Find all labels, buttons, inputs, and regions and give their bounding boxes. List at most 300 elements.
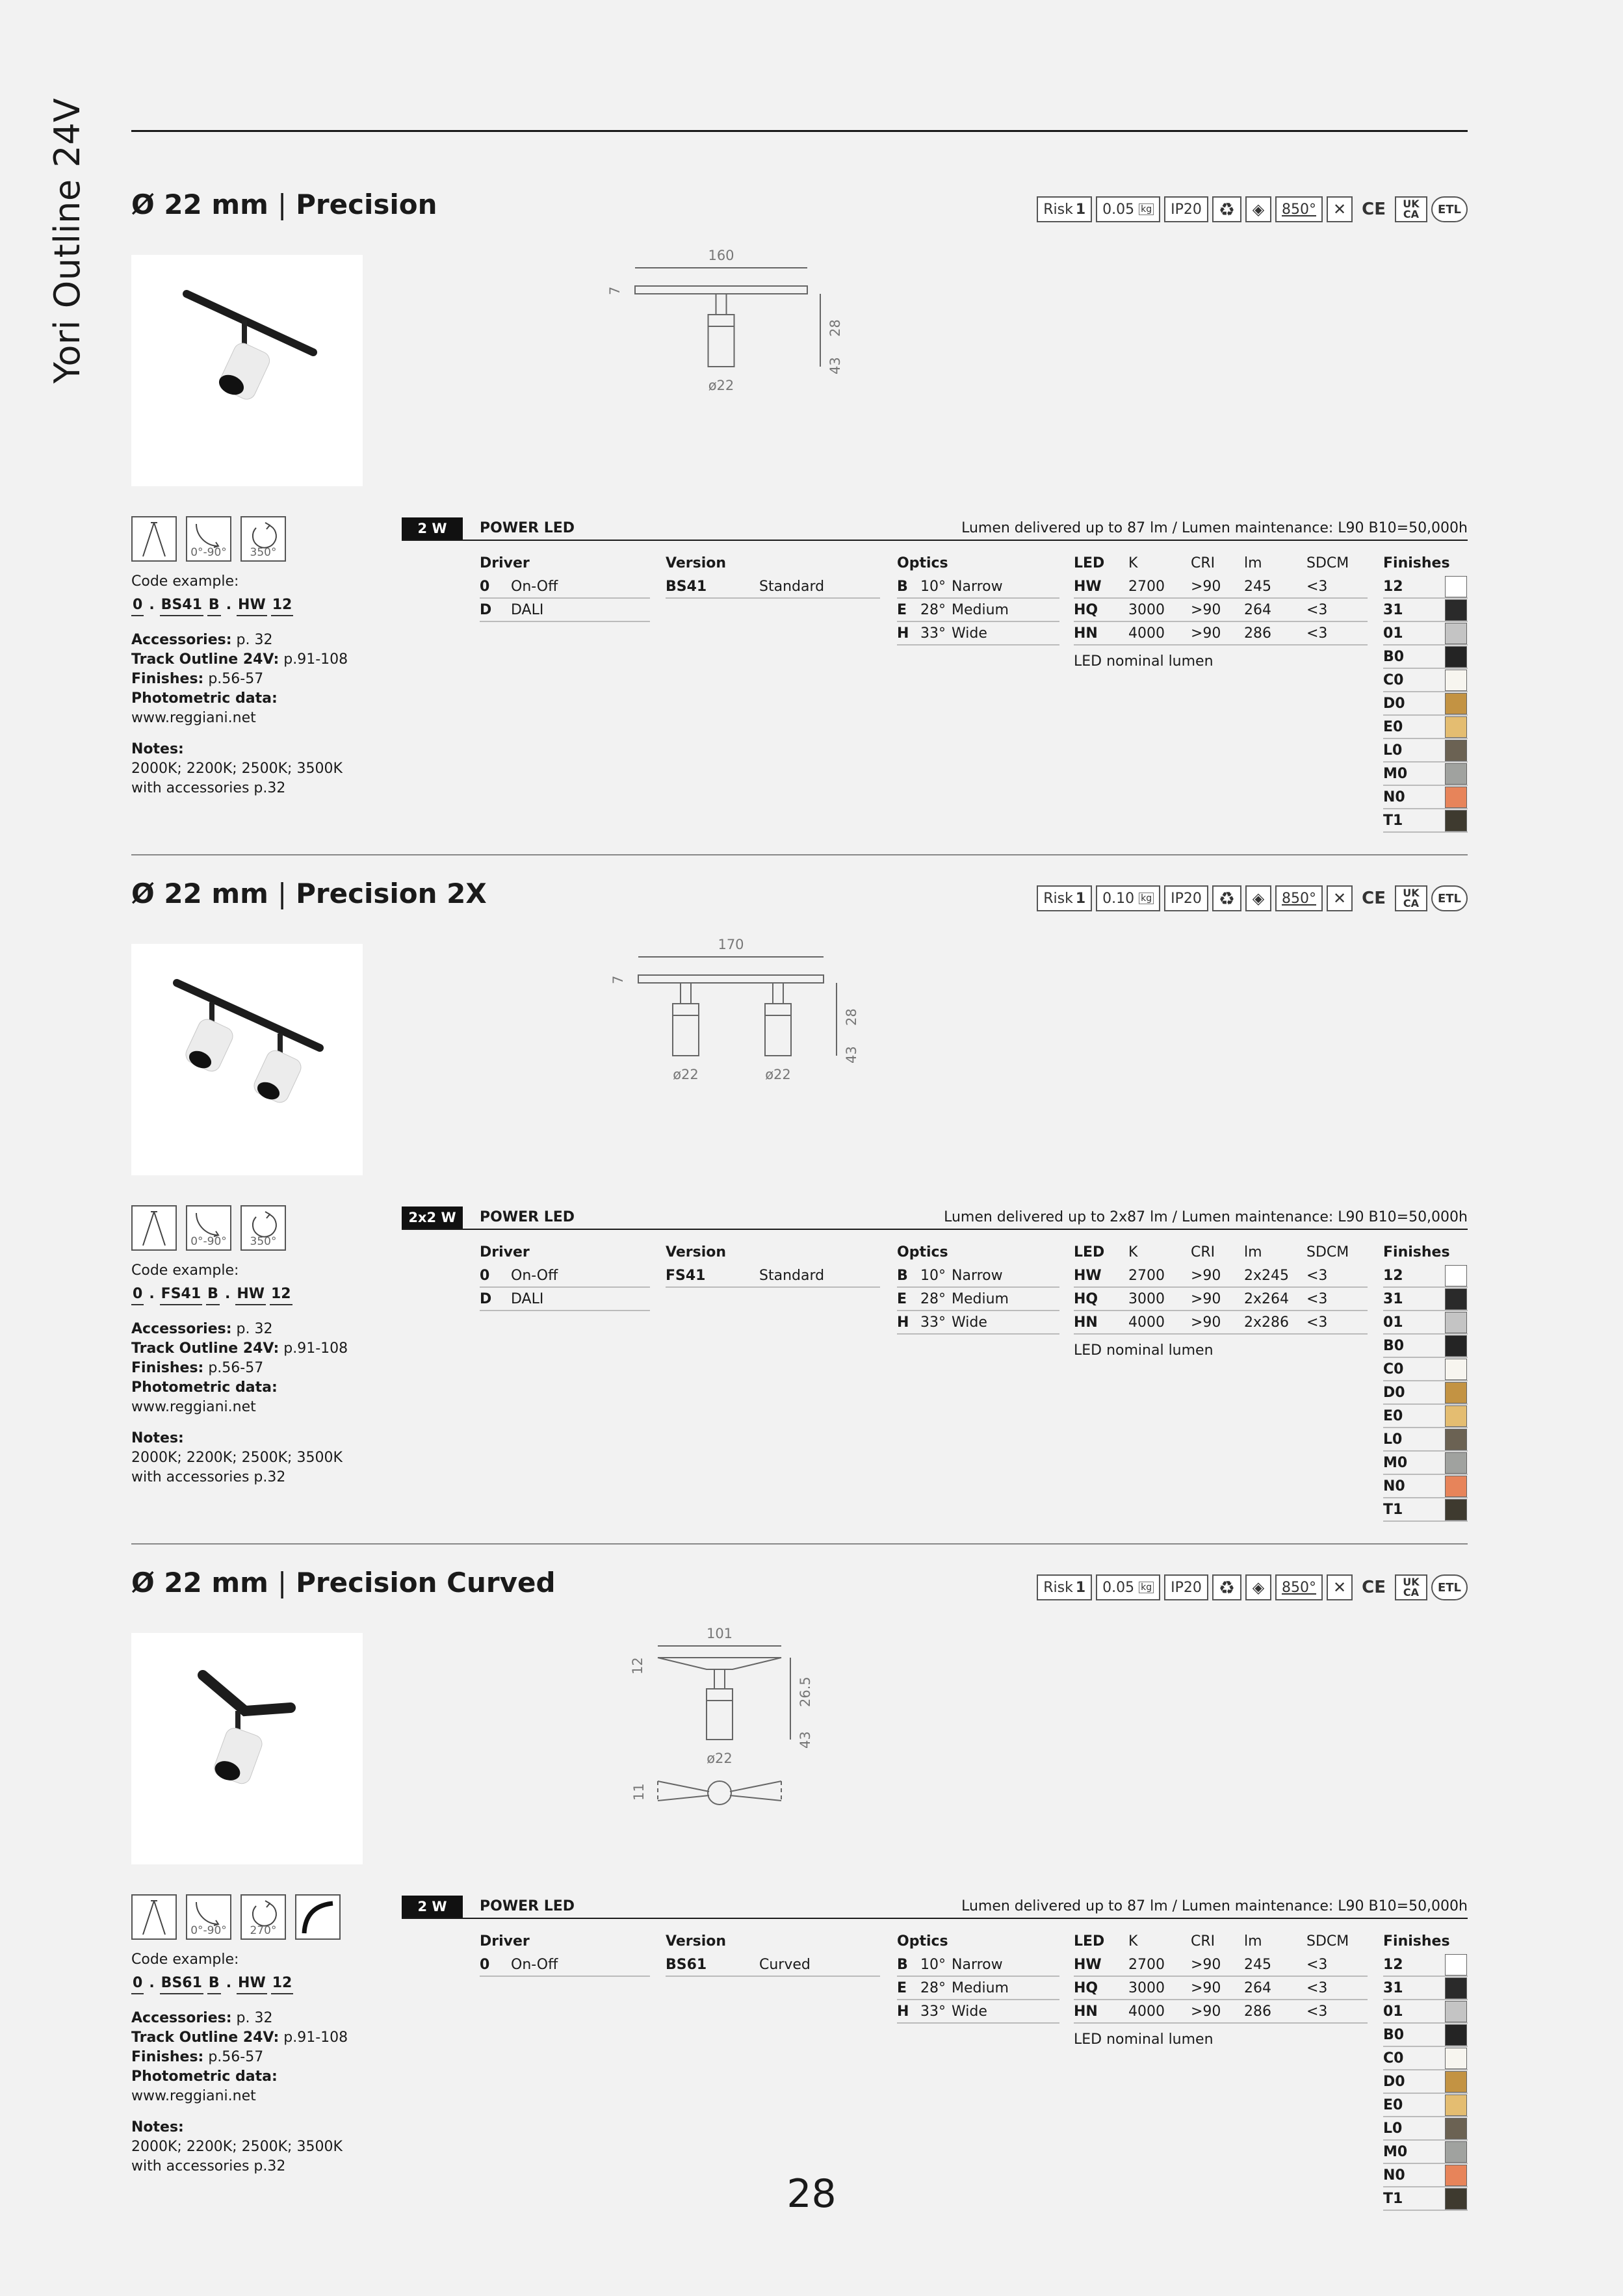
finish-row	[1383, 1428, 1468, 1452]
led-k: 2700	[1128, 1267, 1165, 1284]
h1-label: 26.5	[798, 1676, 813, 1707]
photometric-link[interactable]: www.reggiani.net	[131, 710, 256, 726]
led-lm: 2x264	[1244, 1290, 1290, 1307]
product-photo	[131, 944, 363, 1175]
led-sdcm: <3	[1306, 1956, 1328, 1973]
led-k: 3000	[1128, 1979, 1165, 1996]
driver-row	[480, 1264, 650, 1288]
ce-mark: CE	[1362, 1578, 1386, 1597]
finish-code: T1	[1383, 812, 1403, 829]
certification-badges	[1037, 1574, 1468, 1600]
plan-dashed	[658, 1781, 781, 1801]
section-divider	[131, 1543, 1468, 1545]
diameter-label: ø22	[707, 1751, 733, 1766]
code-part: B	[206, 1285, 220, 1305]
optics-row	[897, 1264, 1059, 1288]
notes-label: Notes:	[131, 1430, 184, 1446]
code-part: .	[149, 1286, 155, 1302]
finish-swatch	[1445, 576, 1467, 597]
finish-code: 01	[1383, 1314, 1403, 1331]
title-size: Ø 22 mm	[131, 189, 268, 220]
finish-swatch	[1445, 1288, 1467, 1310]
finish-swatch	[1445, 646, 1467, 668]
finish-code: 12	[1383, 578, 1403, 595]
finish-code: D0	[1383, 695, 1405, 712]
feature-icons	[131, 1205, 286, 1251]
led-code: HQ	[1074, 1290, 1098, 1307]
top-rule	[131, 130, 1468, 132]
tilt-icon: 0°-90°	[186, 1205, 231, 1251]
photometric-link[interactable]: www.reggiani.net	[131, 2088, 256, 2104]
optics-code: B	[897, 578, 908, 595]
notes-line-2: with accessories p.32	[131, 1469, 286, 1485]
led-sdcm: <3	[1306, 1267, 1328, 1284]
accessories-line: Accessories: p. 32	[131, 2010, 273, 2026]
product-section	[131, 1547, 1468, 2207]
rotation-icon: 350°	[240, 516, 286, 562]
optics-name: Wide	[952, 2003, 987, 2020]
notes-line-2: with accessories p.32	[131, 2158, 286, 2174]
product-title: Ø 22 mm | Precision Curved	[131, 1567, 556, 1598]
finish-row	[1383, 1475, 1468, 1498]
notes-line-2: with accessories p.32	[131, 780, 286, 796]
code-example	[131, 1974, 378, 1994]
body-outline	[707, 1689, 733, 1740]
led-sdcm: <3	[1306, 601, 1328, 618]
driver-icon: ◈	[1245, 196, 1271, 222]
led-lm: 245	[1244, 1956, 1271, 1973]
recycle-icon: ♻	[1212, 1574, 1241, 1600]
product-info	[131, 1950, 378, 2176]
length-label: 160	[708, 248, 734, 263]
curved-track-icon	[295, 1894, 341, 1940]
led-row	[1074, 622, 1368, 646]
optics-code: H	[897, 1314, 909, 1331]
led-row	[1074, 1288, 1368, 1311]
led-cri: >90	[1191, 1979, 1221, 1996]
finish-code: B0	[1383, 1337, 1405, 1354]
finish-swatch	[1445, 2024, 1467, 2046]
no-disposal-icon: ✕	[1327, 196, 1353, 222]
led-code: HN	[1074, 2003, 1098, 2020]
led-sdcm: <3	[1306, 1314, 1328, 1331]
title-size: Ø 22 mm	[131, 1567, 268, 1598]
power-led-label: POWER LED	[480, 1209, 575, 1225]
finish-swatch	[1445, 787, 1467, 808]
finish-swatch	[1445, 1335, 1467, 1357]
optics-angle: 28°	[920, 601, 946, 618]
finish-code: E0	[1383, 2096, 1403, 2113]
etl-mark: ETL	[1431, 196, 1468, 222]
led-k: 4000	[1128, 1314, 1165, 1331]
length-label: 170	[718, 937, 744, 952]
ukca-mark: UK CA	[1395, 885, 1427, 911]
led-code: HW	[1074, 578, 1102, 595]
optics-column: Optics B 10° Narrow E 28° Medium H 33° Wide	[897, 1244, 1059, 1335]
finish-swatch	[1445, 1429, 1467, 1450]
ukca-mark: UK CA	[1395, 196, 1427, 222]
track-line: Track Outline 24V: p.91-108	[131, 2029, 348, 2046]
optics-column: Optics B 10° Narrow E 28° Medium H 33° Wide	[897, 555, 1059, 646]
led-lm: 264	[1244, 601, 1271, 618]
finish-row	[1383, 1381, 1468, 1405]
version-row: FS41 Standard	[666, 1264, 880, 1288]
led-row	[1074, 575, 1368, 599]
recycle-icon: ♻	[1212, 885, 1241, 911]
product-section	[131, 169, 1468, 829]
code-part: BS61	[160, 1974, 203, 1994]
curved-connector	[658, 1658, 781, 1669]
weight-badge: 0.05 kg	[1096, 1574, 1160, 1600]
notes-line-1: 2000K; 2200K; 2500K; 3500K	[131, 761, 343, 777]
title-name: Precision 2X	[296, 878, 487, 909]
finish-row	[1383, 1311, 1468, 1335]
finish-code: L0	[1383, 1431, 1403, 1448]
ukca-mark: UK CA	[1395, 1574, 1427, 1600]
led-lm: 2x245	[1244, 1267, 1290, 1284]
finish-swatch	[1445, 810, 1467, 831]
accessories-line: Accessories: p. 32	[131, 1321, 273, 1337]
optics-angle: 33°	[920, 625, 946, 642]
led-k: 3000	[1128, 601, 1165, 618]
driver-code: 0	[480, 578, 490, 595]
finish-swatch	[1445, 1359, 1467, 1380]
optics-angle: 33°	[920, 1314, 946, 1331]
finish-row	[1383, 1405, 1468, 1428]
photometric-line: Photometric data:	[131, 2068, 278, 2085]
finish-row	[1383, 575, 1468, 599]
led-cri: >90	[1191, 2003, 1221, 2020]
finish-code: 31	[1383, 1290, 1403, 1307]
finish-code: 31	[1383, 1979, 1403, 1996]
finish-swatch	[1445, 2001, 1467, 2022]
led-cri: >90	[1191, 601, 1221, 618]
beam-icon	[131, 1894, 177, 1940]
page-number: 28	[786, 2171, 837, 2217]
finish-code: D0	[1383, 2073, 1405, 2090]
finish-code: M0	[1383, 765, 1408, 782]
finish-row	[1383, 2047, 1468, 2070]
no-disposal-icon: ✕	[1327, 1574, 1353, 1600]
optics-row	[897, 622, 1059, 646]
track-height-label: 12	[630, 1657, 645, 1675]
code-part: 12	[271, 595, 294, 616]
optics-name: Wide	[952, 1314, 987, 1331]
track-rail	[187, 294, 313, 352]
product-section	[131, 858, 1468, 1518]
led-sdcm: <3	[1306, 625, 1328, 642]
product-title: Ø 22 mm | Precision	[131, 189, 437, 220]
risk-badge: Risk 1	[1037, 885, 1092, 911]
finish-swatch	[1445, 670, 1467, 691]
optics-name: Narrow	[952, 1267, 1003, 1284]
optics-row	[897, 1953, 1059, 1977]
driver-name: On-Off	[511, 1956, 558, 1973]
wattage-tag: 2 W	[402, 1896, 463, 1918]
finish-row	[1383, 1452, 1468, 1475]
optics-code: B	[897, 1267, 908, 1284]
finish-swatch	[1445, 2094, 1467, 2116]
code-part: .	[149, 1975, 155, 1991]
finish-swatch	[1445, 1405, 1467, 1427]
driver-code: D	[480, 601, 492, 618]
finish-code: B0	[1383, 648, 1405, 665]
body-outline	[708, 315, 734, 367]
version-column: Version FS41 Standard	[666, 1244, 880, 1288]
finish-row	[1383, 1335, 1468, 1358]
led-code: HN	[1074, 625, 1098, 642]
optics-name: Wide	[952, 625, 987, 642]
code-example-label: Code example:	[131, 1951, 239, 1968]
led-k: 2700	[1128, 1956, 1165, 1973]
optics-row	[897, 1288, 1059, 1311]
driver-name: DALI	[511, 601, 544, 618]
led-sdcm: <3	[1306, 2003, 1328, 2020]
spec-header	[402, 517, 1468, 541]
ce-mark: CE	[1362, 889, 1386, 908]
tilt-icon: 0°-90°	[186, 1894, 231, 1940]
led-sdcm: <3	[1306, 1290, 1328, 1307]
diameter-label: ø22	[708, 378, 734, 393]
spot-body	[217, 340, 273, 402]
track-line: Track Outline 24V: p.91-108	[131, 1340, 348, 1357]
optics-angle: 33°	[920, 2003, 946, 2020]
led-code: HW	[1074, 1956, 1102, 1973]
product-title: Ø 22 mm | Precision 2X	[131, 878, 487, 909]
code-part: .	[226, 1975, 232, 1991]
risk-badge: Risk 1	[1037, 196, 1092, 222]
photometric-line: Photometric data:	[131, 690, 278, 707]
finish-code: L0	[1383, 742, 1403, 759]
beam-icon	[131, 516, 177, 562]
finishes-line: Finishes: p.56-57	[131, 1360, 264, 1376]
section-divider	[131, 854, 1468, 855]
version-row: BS41 Standard	[666, 575, 880, 599]
led-cri: >90	[1191, 1290, 1221, 1307]
lumen-info: Lumen delivered up to 87 lm / Lumen maintenance: L90 B10=50,000h	[961, 520, 1468, 536]
finish-swatch	[1445, 2141, 1467, 2163]
notes-label: Notes:	[131, 741, 184, 757]
led-sdcm: <3	[1306, 578, 1328, 595]
code-example	[131, 595, 378, 616]
feature-icons	[131, 1894, 341, 1940]
glow-wire-badge: 850°	[1275, 1574, 1323, 1600]
title-name: Precision	[296, 189, 437, 220]
version-column: Version BS41 Standard	[666, 555, 880, 599]
spec-table	[402, 1896, 1468, 2207]
recycle-icon: ♻	[1212, 196, 1241, 222]
finish-code: 31	[1383, 601, 1403, 618]
ip-badge: IP20	[1164, 196, 1208, 222]
no-disposal-icon: ✕	[1327, 885, 1353, 911]
led-k: 4000	[1128, 2003, 1165, 2020]
side-title: Yori Outline 24V	[47, 98, 88, 384]
driver-column: Driver 0 On-Off	[480, 1933, 650, 1977]
led-nominal-note: LED nominal lumen	[1074, 2031, 1214, 2048]
finish-swatch	[1445, 1476, 1467, 1497]
led-lm: 286	[1244, 2003, 1271, 2020]
track-outline	[635, 286, 807, 294]
driver-row	[480, 575, 650, 599]
optics-code: E	[897, 601, 907, 618]
led-cri: >90	[1191, 625, 1221, 642]
finish-swatch	[1445, 693, 1467, 714]
finish-code: T1	[1383, 1501, 1403, 1518]
code-part: 0	[131, 1974, 144, 1994]
track-outline	[638, 975, 824, 983]
h1-label: 28	[844, 1008, 859, 1026]
stem-outline	[714, 1669, 725, 1689]
optics-row	[897, 1311, 1059, 1335]
diameter-label: ø22	[765, 1067, 791, 1082]
led-lm: 286	[1244, 625, 1271, 642]
optics-angle: 28°	[920, 1290, 946, 1307]
optics-row	[897, 2000, 1059, 2024]
optics-name: Narrow	[952, 578, 1003, 595]
optics-row	[897, 575, 1059, 599]
code-part: .	[224, 1286, 231, 1302]
finish-swatch	[1445, 1954, 1467, 1976]
finish-code: M0	[1383, 1454, 1408, 1471]
optics-code: E	[897, 1290, 907, 1307]
code-part: 12	[271, 1974, 294, 1994]
led-lm: 245	[1244, 578, 1271, 595]
led-code: HN	[1074, 1314, 1098, 1331]
accessories-line: Accessories: p. 32	[131, 632, 273, 648]
lumen-info: Lumen delivered up to 2x87 lm / Lumen maintenance: L90 B10=50,000h	[944, 1209, 1468, 1225]
track-height-label: 7	[607, 286, 623, 295]
driver-name: DALI	[511, 1290, 544, 1307]
led-code: HQ	[1074, 601, 1098, 618]
finish-code: E0	[1383, 1407, 1403, 1424]
code-part: .	[226, 597, 232, 613]
photometric-link[interactable]: www.reggiani.net	[131, 1399, 256, 1415]
led-k: 2700	[1128, 578, 1165, 595]
ce-mark: CE	[1362, 200, 1386, 219]
led-row	[1074, 1977, 1368, 2000]
finish-row	[1383, 669, 1468, 692]
finish-code: C0	[1383, 1361, 1404, 1377]
ip-badge: IP20	[1164, 885, 1208, 911]
driver-row	[480, 599, 650, 622]
led-row	[1074, 1264, 1368, 1288]
title-size: Ø 22 mm	[131, 878, 268, 909]
wattage-tag: 2 W	[402, 517, 463, 540]
driver-icon: ◈	[1245, 1574, 1271, 1600]
finish-row	[1383, 739, 1468, 763]
tilt-icon: 0°-90°	[186, 516, 231, 562]
finish-swatch	[1445, 716, 1467, 738]
version-column: Version BS61 Curved	[666, 1933, 880, 1977]
finish-code: C0	[1383, 672, 1404, 688]
led-cri: >90	[1191, 578, 1221, 595]
power-led-label: POWER LED	[480, 1898, 575, 1914]
finish-code: L0	[1383, 2120, 1403, 2137]
finish-swatch	[1445, 623, 1467, 644]
code-part: .	[149, 597, 155, 613]
driver-column: Driver 0 On-Off D DALI	[480, 555, 650, 622]
photometric-line: Photometric data:	[131, 1379, 278, 1396]
code-part: 0	[131, 1285, 144, 1305]
optics-angle: 10°	[920, 578, 946, 595]
code-part: HW	[235, 1285, 266, 1305]
body-outline	[673, 1004, 699, 1056]
stem-outline	[681, 983, 691, 1004]
weight-badge: 0.10 kg	[1096, 885, 1160, 911]
led-column: LED K CRI lm SDCM HW 2700 >90 2x245 <3 HQ 3000 >90 2x264 <3 HN 4000 >90 2x286 <3 LED nominal lumen	[1074, 1244, 1368, 1359]
driver-code: 0	[480, 1956, 490, 1973]
spec-header	[402, 1896, 1468, 1919]
optics-code: H	[897, 2003, 909, 2020]
finish-row	[1383, 786, 1468, 809]
track-height-label: 7	[610, 975, 626, 984]
finish-code: 12	[1383, 1267, 1403, 1284]
optics-angle: 28°	[920, 1979, 946, 1996]
optics-name: Medium	[952, 601, 1009, 618]
plan-hub	[708, 1781, 731, 1805]
finishes-column: Finishes 12 31 01 B0 C0 D0 E0 L0 M0 N0 T1	[1383, 1933, 1468, 2211]
plan-height-label: 11	[631, 1783, 647, 1801]
finish-row	[1383, 1953, 1468, 1977]
finish-row	[1383, 809, 1468, 833]
product-info	[131, 1261, 378, 1487]
finishes-line: Finishes: p.56-57	[131, 2049, 264, 2065]
finish-swatch	[1445, 599, 1467, 621]
wattage-tag: 2x2 W	[402, 1207, 463, 1229]
led-row	[1074, 1311, 1368, 1335]
finish-swatch	[1445, 1382, 1467, 1403]
notes-line-1: 2000K; 2200K; 2500K; 3500K	[131, 2139, 343, 2155]
led-row	[1074, 1953, 1368, 1977]
led-cri: >90	[1191, 1956, 1221, 1973]
finish-swatch	[1445, 2071, 1467, 2093]
optics-code: E	[897, 1979, 907, 1996]
optics-row	[897, 1977, 1059, 2000]
stem-outline	[716, 294, 727, 315]
driver-code: 0	[480, 1267, 490, 1284]
driver-name: On-Off	[511, 578, 558, 595]
finish-code: D0	[1383, 1384, 1405, 1401]
finish-code: B0	[1383, 2026, 1405, 2043]
code-part: HW	[237, 595, 267, 616]
finish-swatch	[1445, 740, 1467, 761]
finish-swatch	[1445, 2048, 1467, 2069]
finish-code: E0	[1383, 718, 1403, 735]
led-row	[1074, 599, 1368, 622]
product-photo	[131, 1633, 363, 1864]
power-led-label: POWER LED	[480, 520, 575, 536]
finish-row	[1383, 1288, 1468, 1311]
certification-badges	[1037, 196, 1468, 222]
led-k: 4000	[1128, 625, 1165, 642]
finishes-column: Finishes 12 31 01 B0 C0 D0 E0 L0 M0 N0 T1	[1383, 1244, 1468, 1522]
led-column: LED K CRI lm SDCM HW 2700 >90 245 <3 HQ 3000 >90 264 <3 HN 4000 >90 286 <3 LED nominal lumen	[1074, 1933, 1368, 2048]
driver-row	[480, 1953, 650, 1977]
led-k: 3000	[1128, 1290, 1165, 1307]
finish-swatch	[1445, 763, 1467, 785]
finish-row	[1383, 2000, 1468, 2024]
product-info	[131, 572, 378, 798]
code-example-label: Code example:	[131, 573, 239, 590]
title-name: Precision Curved	[296, 1567, 556, 1598]
led-lm: 264	[1244, 1979, 1271, 1996]
optics-angle: 10°	[920, 1956, 946, 1973]
finish-row	[1383, 716, 1468, 739]
spec-table	[402, 517, 1468, 829]
optics-row	[897, 599, 1059, 622]
led-cri: >90	[1191, 1267, 1221, 1284]
finish-code: 01	[1383, 625, 1403, 642]
